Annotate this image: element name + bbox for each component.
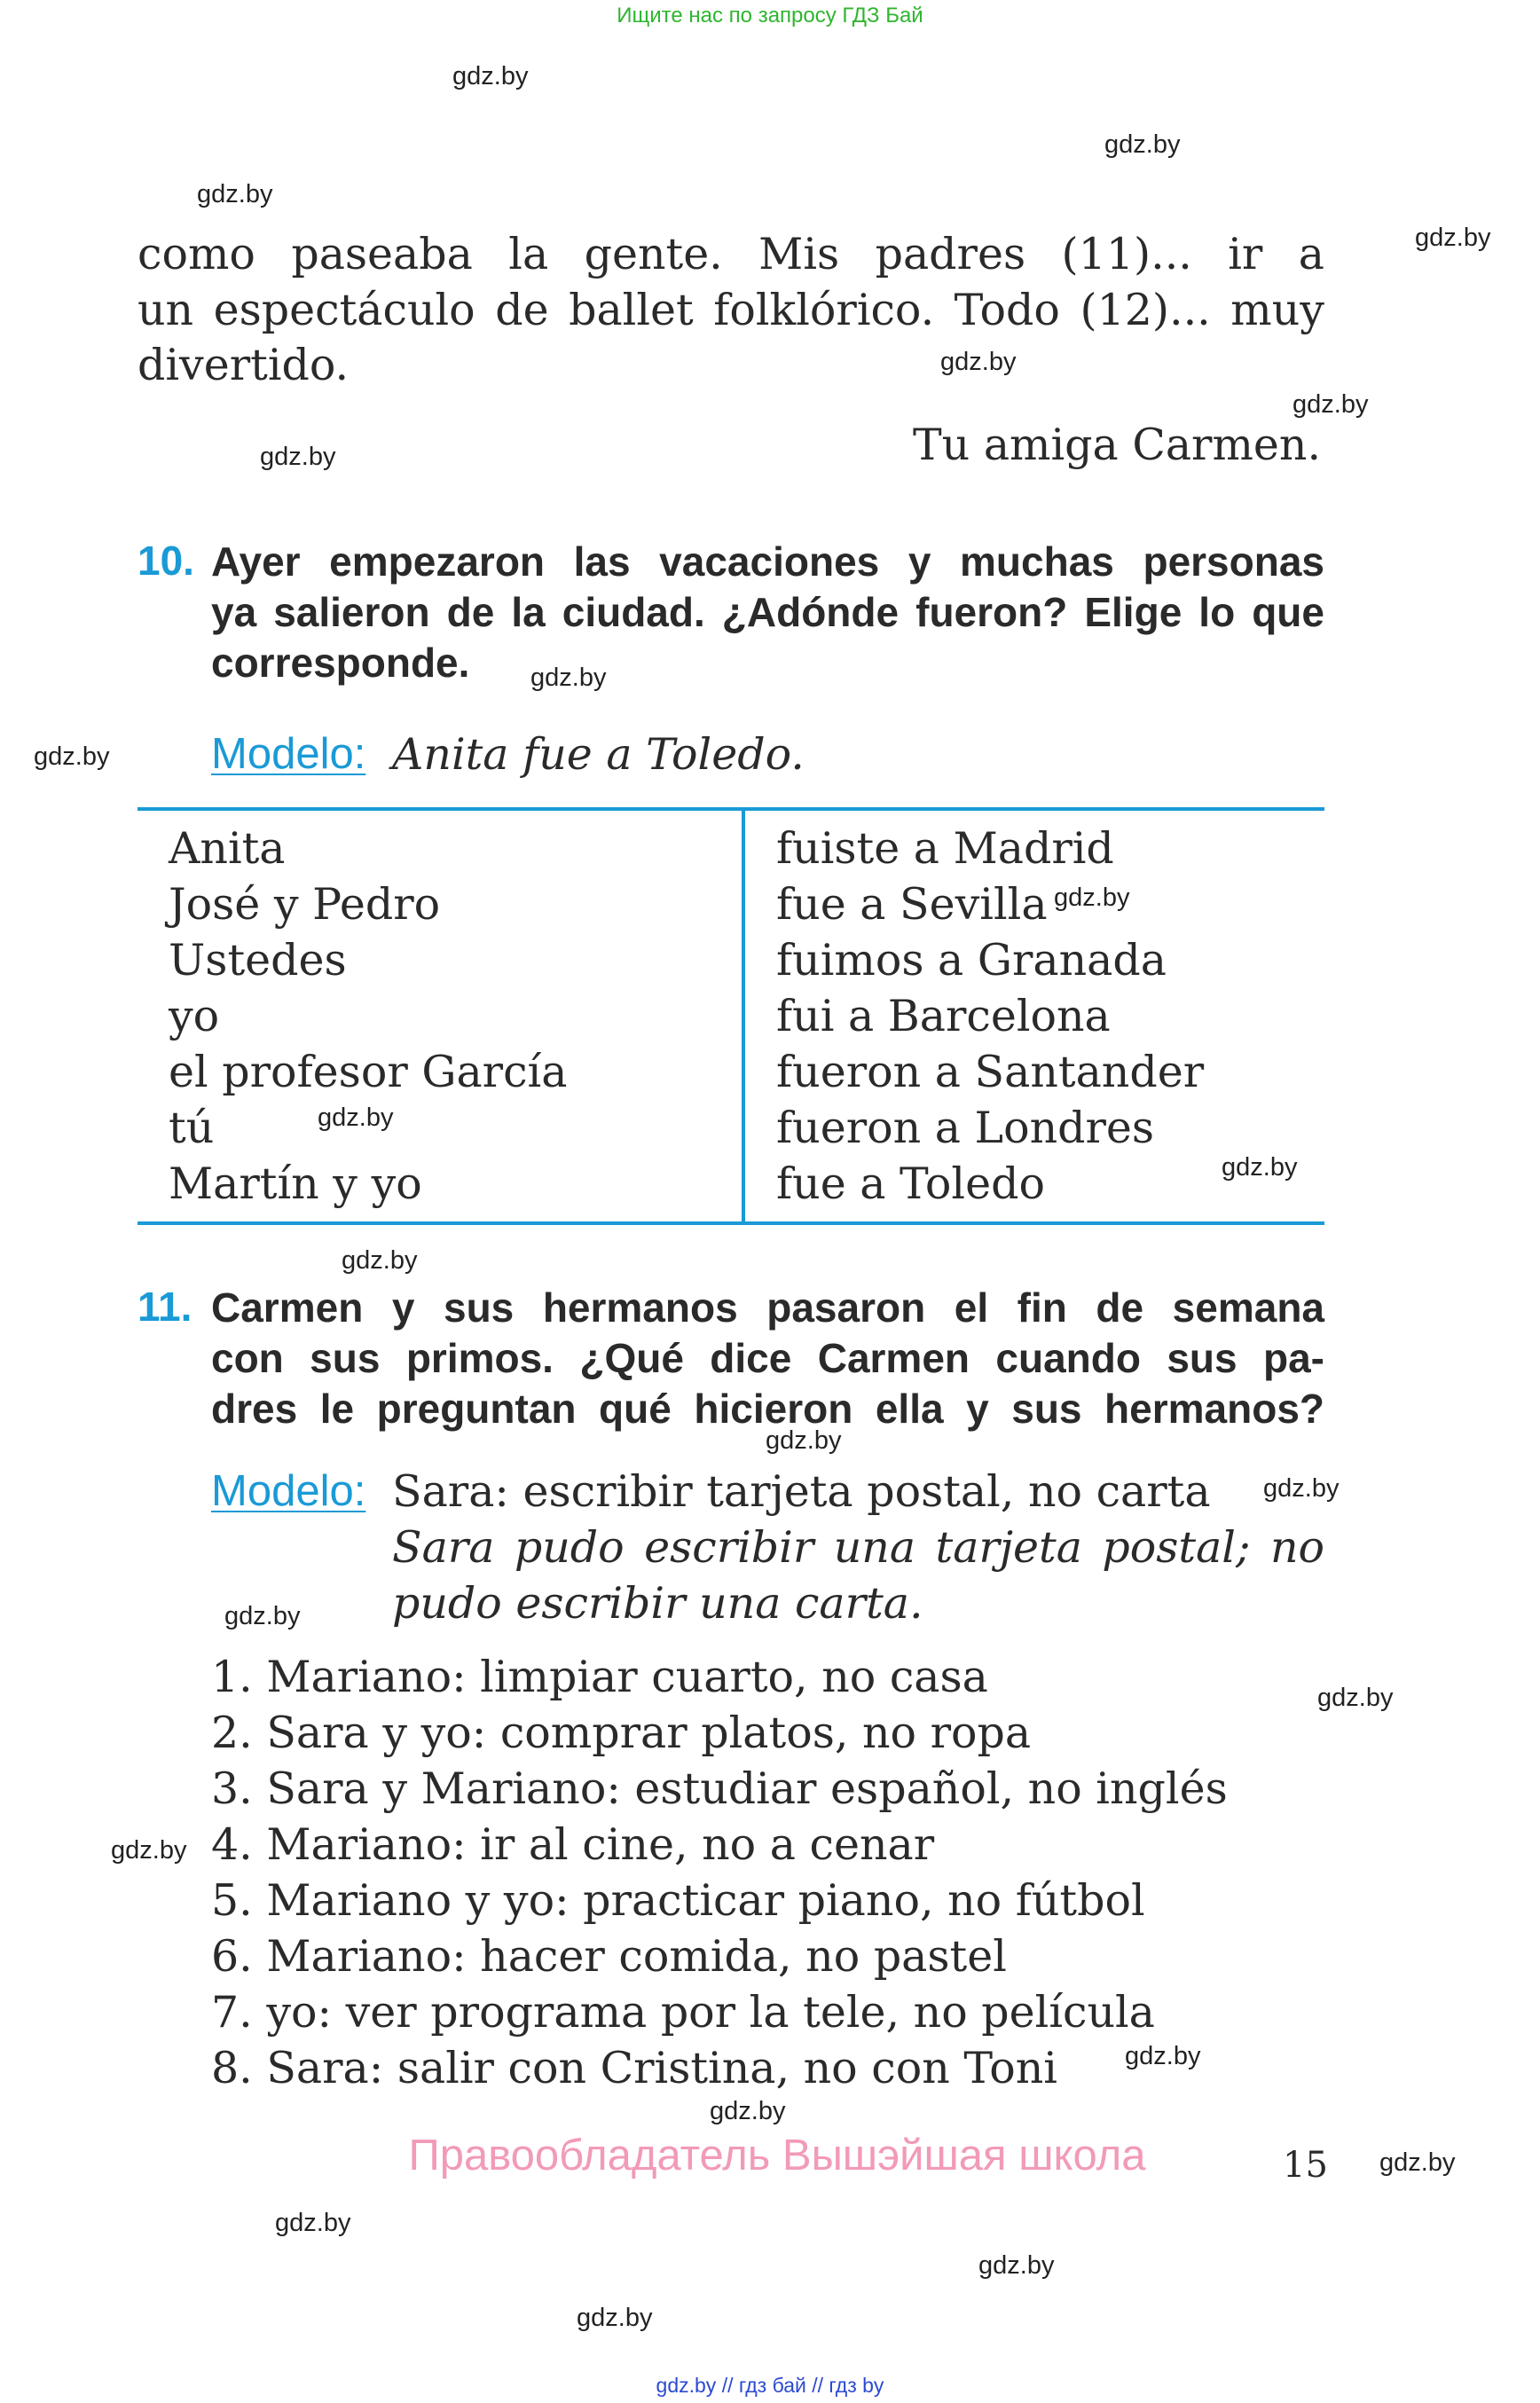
watermark: gdz.by [530,664,607,692]
watermark: gdz.by [260,443,336,471]
left-column-item: yo [169,991,220,1041]
model-label: Modelo: [211,1467,366,1515]
instruction-line: Carmen y sus hermanos pasaron el fin de semana [211,1284,1324,1331]
list-item: 7. yo: ver programa por la tele, no película [211,1987,1155,2038]
exercise-instruction [211,1283,1324,1434]
instruction-line: Ayer empezaron las vacaciones y muchas personas [211,538,1324,585]
left-column-item: José y Pedro [169,879,441,930]
list-item: 8. Sara: salir con Cristina, no con Toni [211,2043,1057,2093]
instruction-line: con sus primos. ¿Qué dice Carmen cuando sus pa- [211,1335,1324,1381]
top-banner: Ищите нас по запросу ГДЗ Бай [617,4,923,27]
right-column-item: fue a Toledo [776,1158,1045,1209]
page-number: 15 [1283,2145,1328,2186]
watermark: gdz.by [111,1836,187,1865]
model-prompt: Sara: escribir tarjeta postal, no carta [392,1466,1211,1517]
left-column-item: el profesor García [169,1047,568,1097]
copyright-text: Правообладатель Вышэйшая школа [408,2132,1146,2179]
model-answer: Sara pudo escribir una tarjeta postal; no [392,1522,1324,1573]
instruction-line: dres le preguntan qué hicieron ella y sus hermanos? [211,1386,1324,1432]
list-item: 6. Mariano: hacer comida, no pastel [211,1931,1007,1982]
table-bottom-rule [138,1221,1324,1225]
watermark: gdz.by [197,180,273,208]
list-item: 1. Mariano: limpiar cuarto, no casa [211,1652,988,1702]
watermark: gdz.by [1317,1684,1394,1712]
right-column-item: fueron a Londres [776,1103,1155,1153]
list-item: 4. Mariano: ir al cine, no a cenar [211,1819,935,1870]
letter-line: divertido. [138,340,350,390]
watermark: gdz.by [1054,883,1130,912]
table-divider [742,807,745,1225]
watermark: gdz.by [710,2097,786,2125]
instruction-line: corresponde. [211,640,470,686]
right-column-item: fui a Barcelona [776,991,1111,1041]
table-top-rule [138,807,1324,811]
exercise-number: 11. [138,1284,192,1330]
letter-line: como paseaba la gente. Mis padres (11)... ir a [138,229,1324,279]
watermark: gdz.by [1104,130,1181,159]
left-column-item: tú [169,1103,215,1153]
model-label: Modelo: [211,730,366,778]
watermark: gdz.by [452,62,529,90]
watermark: gdz.by [1292,390,1369,419]
watermark: gdz.by [275,2209,351,2237]
list-item: 5. Mariano y yo: practicar piano, no fútbol [211,1875,1145,1926]
watermark: gdz.by [1125,2042,1201,2070]
watermark: gdz.by [1379,2148,1456,2177]
watermark: gdz.by [224,1602,301,1630]
model-answer: pudo escribir una carta. [392,1578,923,1629]
watermark: gdz.by [766,1426,842,1455]
right-column-item: fuimos a Granada [776,935,1167,986]
list-item: 2. Sara y yo: comprar platos, no ropa [211,1708,1032,1758]
left-column-item: Anita [169,823,286,874]
model-text: Anita fue a Toledo. [392,729,805,780]
watermark: gdz.by [940,348,1017,376]
left-column-item: Ustedes [169,935,347,986]
watermark: gdz.by [342,1246,418,1275]
letter-signature: Tu amiga Carmen. [913,420,1322,470]
left-column-item: Martín y yo [169,1158,422,1209]
watermark: gdz.by [1222,1153,1298,1182]
exercise-number: 10. [138,538,194,584]
letter-line: un espectáculo de ballet folklórico. Todo (12)... muy [138,285,1324,335]
watermark: gdz.by [577,2304,653,2332]
watermark: gdz.by [1263,1474,1340,1503]
watermark: gdz.by [318,1103,394,1132]
bottom-links[interactable]: gdz.by // гдз бай // гдз by [656,2374,884,2397]
right-column-item: fuiste a Madrid [776,823,1114,874]
exercise-instruction [211,537,1324,688]
list-item: 3. Sara y Mariano: estudiar español, no inglés [211,1763,1228,1814]
instruction-line: ya salieron de la ciudad. ¿Adónde fueron? Elige lo que [211,589,1324,635]
watermark: gdz.by [1415,224,1491,252]
watermark: gdz.by [978,2251,1055,2280]
right-column-item: fueron a Santander [776,1047,1205,1097]
watermark: gdz.by [34,742,110,771]
right-column-item: fue a Sevilla [776,879,1048,930]
